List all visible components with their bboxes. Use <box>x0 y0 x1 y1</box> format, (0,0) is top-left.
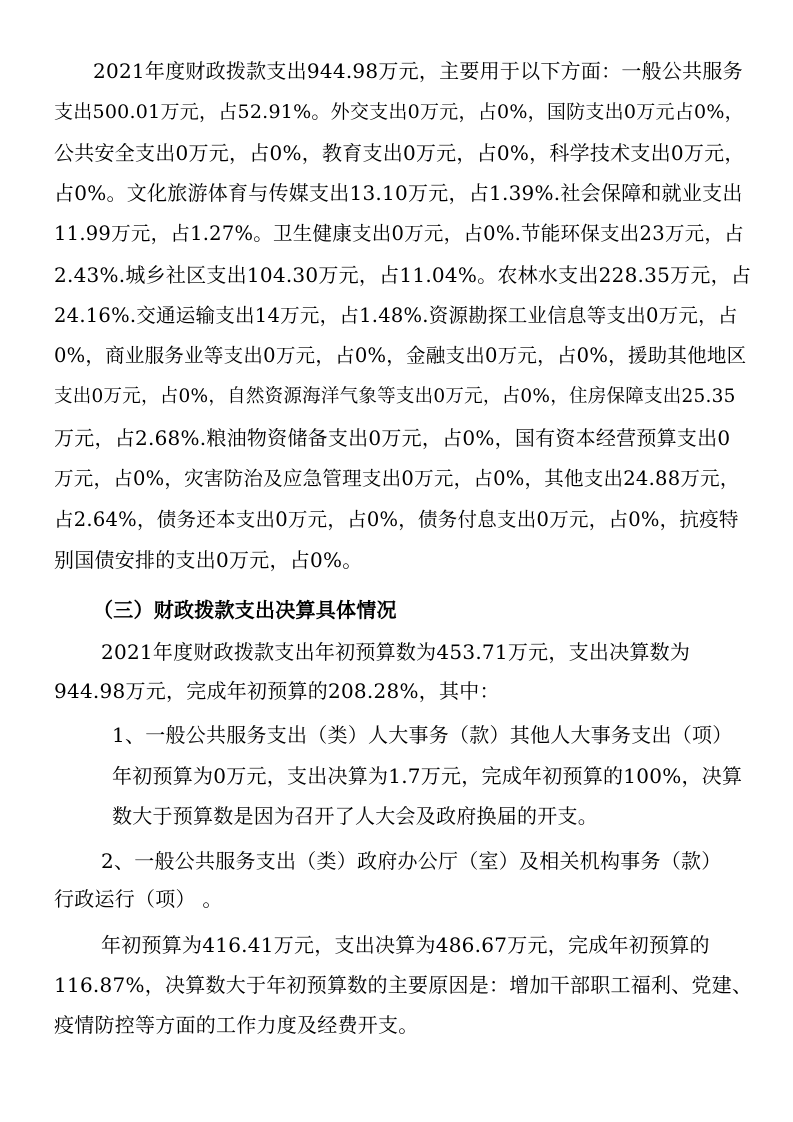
text-line: 占0%。文化旅游体育与传媒支出13.10万元，占1.39%.社会保障和就业支出 <box>54 181 743 205</box>
text-line: 11.99万元，占1.27%。卫生健康支出0万元，占0%.节能环保支出23万元，占 <box>54 222 744 245</box>
text-line: 116.87%，决算数大于年初预算数的主要原因是：增加干部职工福利、党建、 <box>54 973 753 997</box>
section-heading: （三）财政拨款支出决算具体情况 <box>93 598 397 622</box>
text-line: 2021年度财政拨款支出944.98万元，主要用于以下方面：一般公共服务 <box>93 59 743 83</box>
text-line: 年初预算为416.41万元，支出决算为486.67万元，完成年初预算的 <box>101 933 710 957</box>
text-line: 944.98万元，完成年初预算的208.28%，其中： <box>54 679 500 703</box>
text-line: 支出0万元，占0%，自然资源海洋气象等支出0万元，占0%，住房保障支出25.35 <box>54 386 736 407</box>
text-line: 24.16%.交通运输支出14万元，占1.48%.资源勘探工业信息等支出0万元，占 <box>54 304 738 327</box>
text-line: 0%，商业服务业等支出0万元，占0%，金融支出0万元，占0%，援助其他地区 <box>54 344 747 367</box>
text-line: 万元，占2.68%.粮油物资储备支出0万元，占0%，国有资本经营预算支出0 <box>54 426 731 450</box>
text-line: 公共安全支出0万元，占0%，教育支出0万元，占0%，科学技术支出0万元， <box>54 141 745 165</box>
text-line: 别国债安排的支出0万元，占0%。 <box>54 548 363 572</box>
text-line: 支出500.01万元，占52.91%。外交支出0万元，占0%，国防支出0万元占0%， <box>54 101 744 123</box>
text-line: 2.43%.城乡社区支出104.30万元，占11.04%。农林水支出228.35万元，占 <box>54 263 752 287</box>
text-line: 疫情防控等方面的工作力度及经费开支。 <box>54 1013 419 1037</box>
text-line: 年初预算为0万元，支出决算为1.7万元，完成年初预算的100%，决算 <box>112 764 743 788</box>
text-line: 占2.64%，债务还本支出0万元，占0%，债务付息支出0万元，占0%，抗疫特 <box>54 508 739 531</box>
text-line: 万元，占0%，灾害防治及应急管理支出0万元，占0%，其他支出24.88万元， <box>54 467 740 490</box>
text-line: 2021年度财政拨款支出年初预算数为453.71万元，支出决算数为 <box>101 640 691 664</box>
text-line: 2、一般公共服务支出（类）政府办公厅（室）及相关机构事务（款） <box>101 849 722 873</box>
text-line: 行政运行（项） 。 <box>54 887 223 911</box>
text-line: 数大于预算数是因为召开了人大会及政府换届的开支。 <box>112 804 598 828</box>
text-line: 1、一般公共服务支出（类）人大事务（款）其他人大事务支出（项） <box>112 723 733 747</box>
